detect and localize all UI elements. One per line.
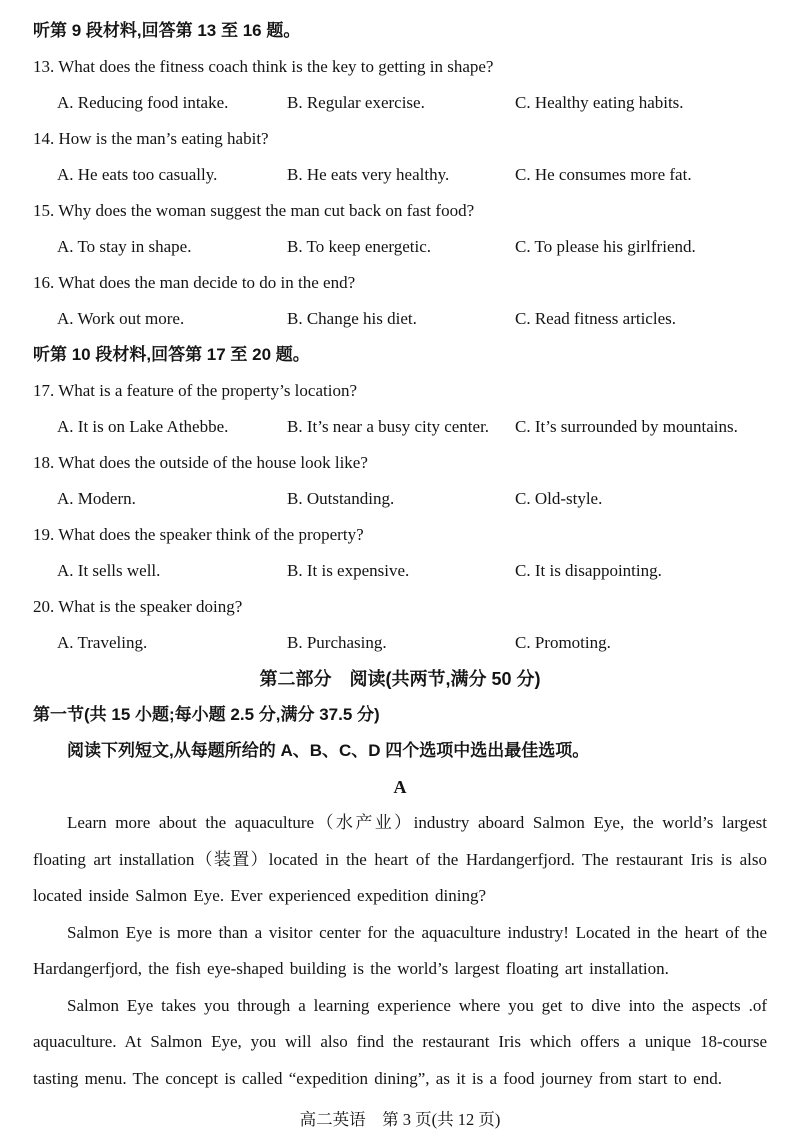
- question-20-option-c: C. Promoting.: [515, 633, 611, 652]
- question-15-option-c: C. To please his girlfriend.: [515, 237, 696, 256]
- question-17: 17. What is a feature of the property’s location?: [33, 381, 357, 400]
- question-17-option-a: A. It is on Lake Athebbe.: [57, 417, 229, 436]
- question-18-options: [33, 481, 767, 517]
- question-20-options: [33, 625, 767, 661]
- question-15-options: [33, 229, 767, 265]
- question-19-options: [33, 553, 767, 589]
- question-14-options: [33, 157, 767, 193]
- listening-section10-intro: 听第 10 段材料,回答第 17 至 20 题。: [33, 345, 310, 364]
- passage-a-label: A: [393, 777, 407, 797]
- question-15-option-b: B. To keep energetic.: [287, 237, 432, 256]
- question-16-option-b: B. Change his diet.: [287, 309, 417, 328]
- question-17-option-c: C. It’s surrounded by mountains.: [515, 417, 738, 436]
- question-15: 15. Why does the woman suggest the man cut back on fast food?: [33, 201, 475, 220]
- question-17-options: [33, 409, 767, 445]
- question-15-option-a: A. To stay in shape.: [57, 237, 192, 256]
- question-20-option-b: B. Purchasing.: [287, 633, 387, 652]
- question-19: 19. What does the speaker think of the property?: [33, 525, 364, 544]
- question-16-option-c: C. Read fitness articles.: [515, 309, 676, 328]
- question-19-option-b: B. It is expensive.: [287, 561, 410, 580]
- question-19-option-a: A. It sells well.: [57, 561, 161, 580]
- question-14-option-a: A. He eats too casually.: [57, 165, 218, 184]
- question-16: 16. What does the man decide to do in the end?: [33, 273, 356, 292]
- passage-a-paragraph-1: Learn more about the aquaculture（水产业）industry aboard Salmon Eye, the world’s largest floating art installation（装置）located in the heart of the Hardangerfjord. The restaurant Iris is also located inside Salmon Eye. Ever experienced expedition dining?: [33, 813, 767, 905]
- question-13-option-c: C. Healthy eating habits.: [515, 93, 684, 112]
- reading-instructions: 阅读下列短文,从每题所给的 A、B、C、D 四个选项中选出最佳选项。: [67, 741, 590, 760]
- question-16-options: [33, 301, 767, 337]
- question-17-option-b: B. It’s near a busy city center.: [287, 417, 490, 436]
- question-13-option-b: B. Regular exercise.: [287, 93, 425, 112]
- question-16-option-a: A. Work out more.: [57, 309, 185, 328]
- question-20-option-a: A. Traveling.: [57, 633, 148, 652]
- passage-a-paragraph-2: Salmon Eye is more than a visitor center for the aquaculture industry! Located in the heart of the Hardangerfjord, the fish eye-shaped building is the world’s largest floating art installation.: [33, 922, 767, 978]
- question-13-option-a: A. Reducing food intake.: [57, 93, 229, 112]
- question-13: 13. What does the fitness coach think is the key to getting in shape?: [33, 57, 494, 76]
- question-14-option-b: B. He eats very healthy.: [287, 165, 450, 184]
- question-13-options: [33, 85, 767, 121]
- question-14-option-c: C. He consumes more fat.: [515, 165, 692, 184]
- question-18-option-b: B. Outstanding.: [287, 489, 395, 508]
- question-20: 20. What is the speaker doing?: [33, 597, 243, 616]
- section1-heading: 第一节(共 15 小题;每小题 2.5 分,满分 37.5 分): [33, 705, 380, 724]
- passage-a-paragraph-3: Salmon Eye takes you through a learning experience where you get to dive into the aspects .of aquaculture. At Salmon Eye, you will also find the restaurant Iris which offers a unique 18-course tasting menu. The concept is called “expedition dining”, as it is a food journey from start to end.: [33, 995, 767, 1088]
- question-19-option-c: C. It is disappointing.: [515, 561, 662, 580]
- question-18: 18. What does the outside of the house look like?: [33, 453, 368, 472]
- question-14: 14. How is the man’s eating habit?: [33, 129, 269, 148]
- page-footer: 高二英语 第 3 页(共 12 页): [299, 1110, 501, 1129]
- part2-heading: 第二部分 阅读(共两节,满分 50 分): [259, 669, 541, 689]
- listening-section9-intro: 听第 9 段材料,回答第 13 至 16 题。: [33, 21, 301, 40]
- question-18-option-c: C. Old-style.: [515, 489, 603, 508]
- question-18-option-a: A. Modern.: [57, 489, 136, 508]
